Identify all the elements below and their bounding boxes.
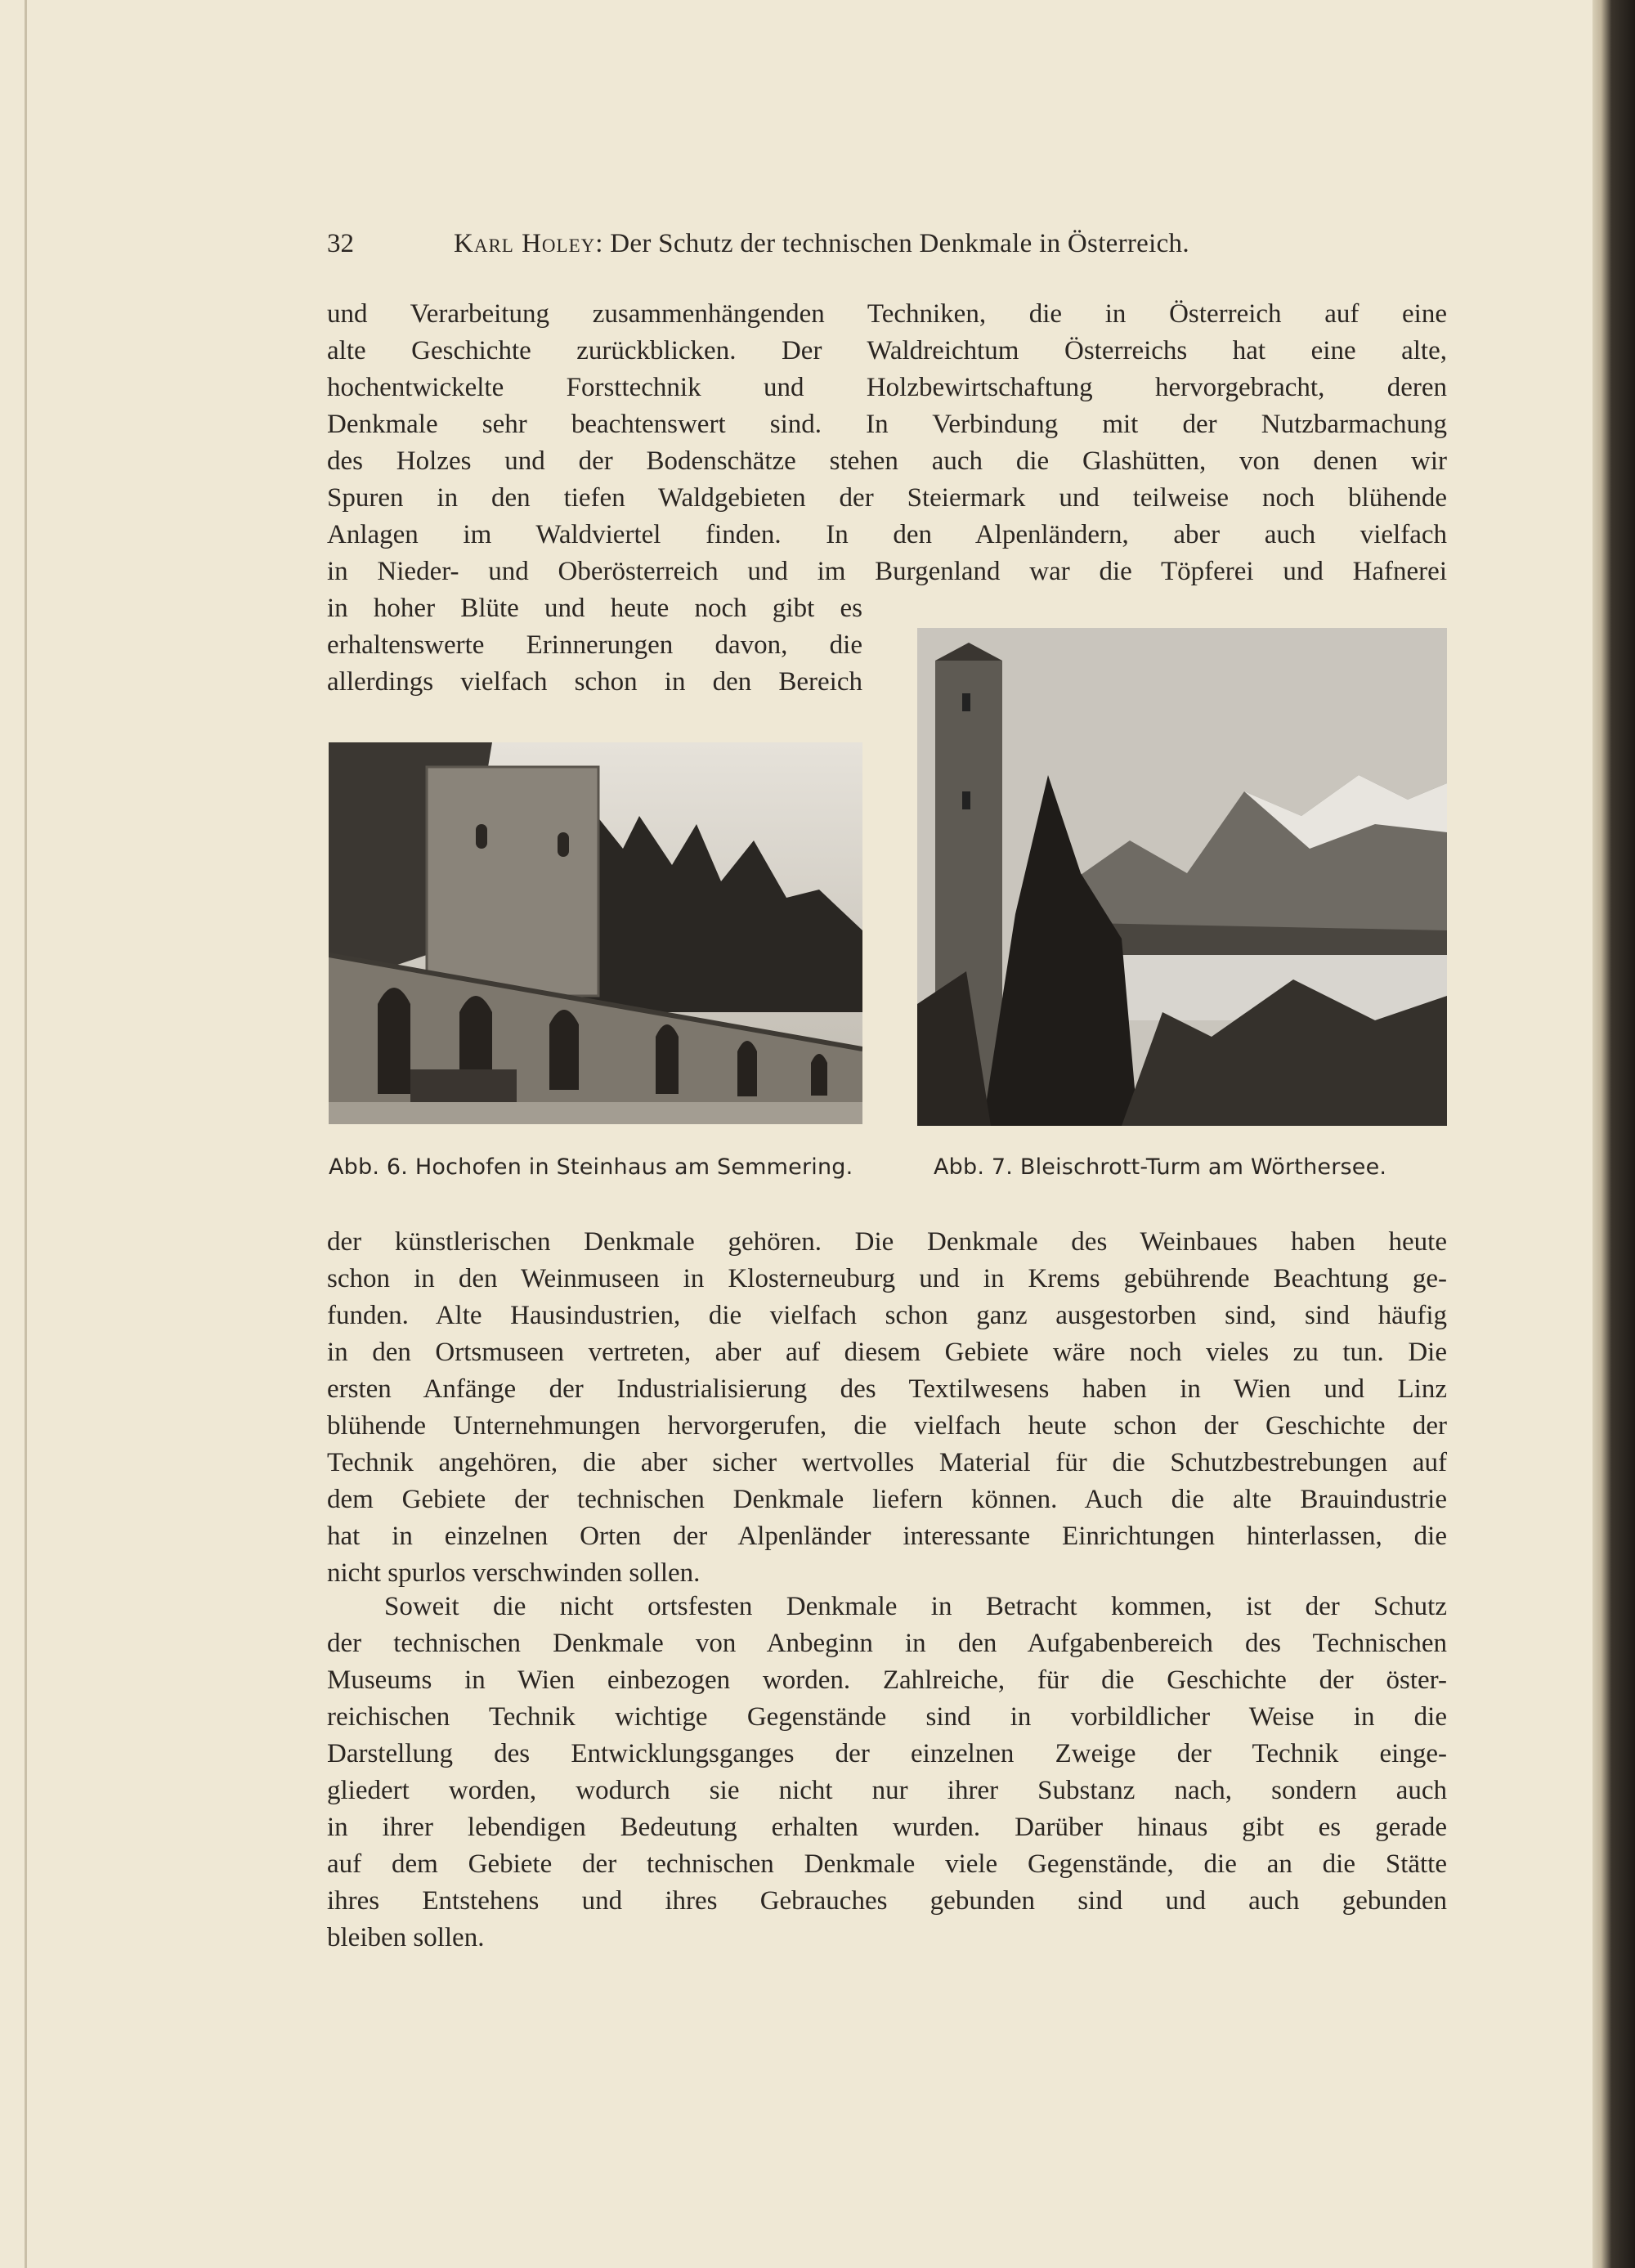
- text-line: erhaltenswerte Erinnerungen davon, die: [327, 630, 862, 660]
- paragraph-1-continued: [327, 1224, 1447, 1592]
- text-line: nicht spurlos verschwinden sollen.: [327, 1558, 701, 1588]
- text-line: hochentwickelte Forsttechnik und Holzbewirtschaftung hervorgebracht, deren: [327, 373, 1447, 402]
- figure-6-caption-text: Hochofen in Steinhaus am Semmering.: [414, 1154, 853, 1180]
- header-article-title: : Der Schutz der technischen Denkmale in Österreich.: [595, 229, 1189, 258]
- text-line: in ihrer lebendigen Bedeutung erhalten wurden. Darüber hinaus gibt es gerade: [327, 1813, 1447, 1842]
- text-line: Soweit die nicht ortsfesten Denkmale in Betracht kommen, ist der Schutz: [384, 1592, 1447, 1621]
- text-line: des Holzes und der Bodenschätze stehen auch die Glashütten, von denen wir: [327, 446, 1447, 476]
- text-line: in Nieder- und Oberösterreich und im Burgenland war die Töpferei und Hafnerei: [327, 557, 1447, 586]
- text-line: auf dem Gebiete der technischen Denkmale viele Gegenstände, die an die Stätte: [327, 1849, 1447, 1879]
- text-line: gliedert worden, wodurch sie nicht nur ihrer Substanz nach, sondern auch: [327, 1776, 1447, 1805]
- text-line: Anlagen im Waldviertel finden. In den Alpenländern, aber auch vielfach: [327, 520, 1447, 549]
- header-author: Karl Holey: [454, 229, 596, 258]
- page-left-edge: [25, 0, 27, 2268]
- text-line: Spuren in den tiefen Waldgebieten der Steiermark und teilweise noch blühende: [327, 483, 1447, 513]
- text-line: der künstlerischen Denkmale gehören. Die Denkmale des Weinbaues haben heute: [327, 1227, 1447, 1257]
- text-line: ihres Entstehens und ihres Gebrauches gebunden sind und auch gebunden: [327, 1886, 1447, 1916]
- text-line: und Verarbeitung zusammenhängenden Techniken, die in Österreich auf eine: [327, 299, 1447, 329]
- running-header: [327, 229, 1447, 265]
- text-line: hat in einzelnen Orten der Alpenländer interessante Einrichtungen hinterlassen, die: [327, 1522, 1447, 1551]
- figure-6-caption: [329, 1154, 853, 1180]
- text-line: Darstellung des Entwicklungsganges der einzelnen Zweige der Technik einge-: [327, 1739, 1447, 1768]
- text-line: reichischen Technik wichtige Gegenstände sind in vorbildlicher Weise in die: [327, 1702, 1447, 1732]
- paragraph-1: [327, 296, 1447, 590]
- text-line: dem Gebiete der technischen Denkmale liefern können. Auch die alte Brauindustrie: [327, 1485, 1447, 1514]
- book-binding-edge: [1592, 0, 1635, 2268]
- text-line: Technik angehören, die aber sicher wertvolles Material für die Schutzbestrebungen auf: [327, 1448, 1447, 1477]
- paragraph-2: [327, 1589, 1447, 1956]
- text-line: funden. Alte Hausindustrien, die vielfach schon ganz ausgestorben sind, sind häufig: [327, 1301, 1447, 1330]
- text-line: Museums in Wien einbezogen worden. Zahlreiche, für die Geschichte der öster-: [327, 1665, 1447, 1695]
- text-line: bleiben sollen.: [327, 1923, 485, 1952]
- figure-6-photo-blast-furnace: [329, 742, 862, 1124]
- figure-7-caption-text: Bleischrott-Turm am Wörthersee.: [1019, 1154, 1387, 1180]
- figure-7-label: Abb. 7.: [934, 1154, 1014, 1180]
- text-line: schon in den Weinmuseen in Klosterneuburg und in Krems gebührende Beachtung ge-: [327, 1264, 1447, 1293]
- text-line: ersten Anfänge der Industrialisierung des Textilwesens haben in Wien und Linz: [327, 1374, 1447, 1404]
- figure-6-label: Abb. 6.: [329, 1154, 409, 1180]
- page-number: 32: [327, 229, 354, 258]
- text-line: in hoher Blüte und heute noch gibt es: [327, 594, 862, 623]
- figure-7-caption: [934, 1154, 1386, 1180]
- text-line: der technischen Denkmale von Anbeginn in den Aufgabenbereich des Technischen: [327, 1629, 1447, 1658]
- text-line: in den Ortsmuseen vertreten, aber auf diesem Gebiete wäre noch vieles zu tun. Die: [327, 1338, 1447, 1367]
- text-line: Denkmale sehr beachtenswert sind. In Verbindung mit der Nutzbarmachung: [327, 410, 1447, 439]
- text-line: blühende Unternehmungen hervorgerufen, die vielfach heute schon der Geschichte der: [327, 1411, 1447, 1441]
- figure-7-photo-shot-tower: [917, 628, 1447, 1126]
- text-line: alte Geschichte zurückblicken. Der Waldreichtum Österreichs hat eine alte,: [327, 336, 1447, 365]
- header-title: [454, 229, 1189, 259]
- text-line: allerdings vielfach schon in den Bereich: [327, 667, 862, 697]
